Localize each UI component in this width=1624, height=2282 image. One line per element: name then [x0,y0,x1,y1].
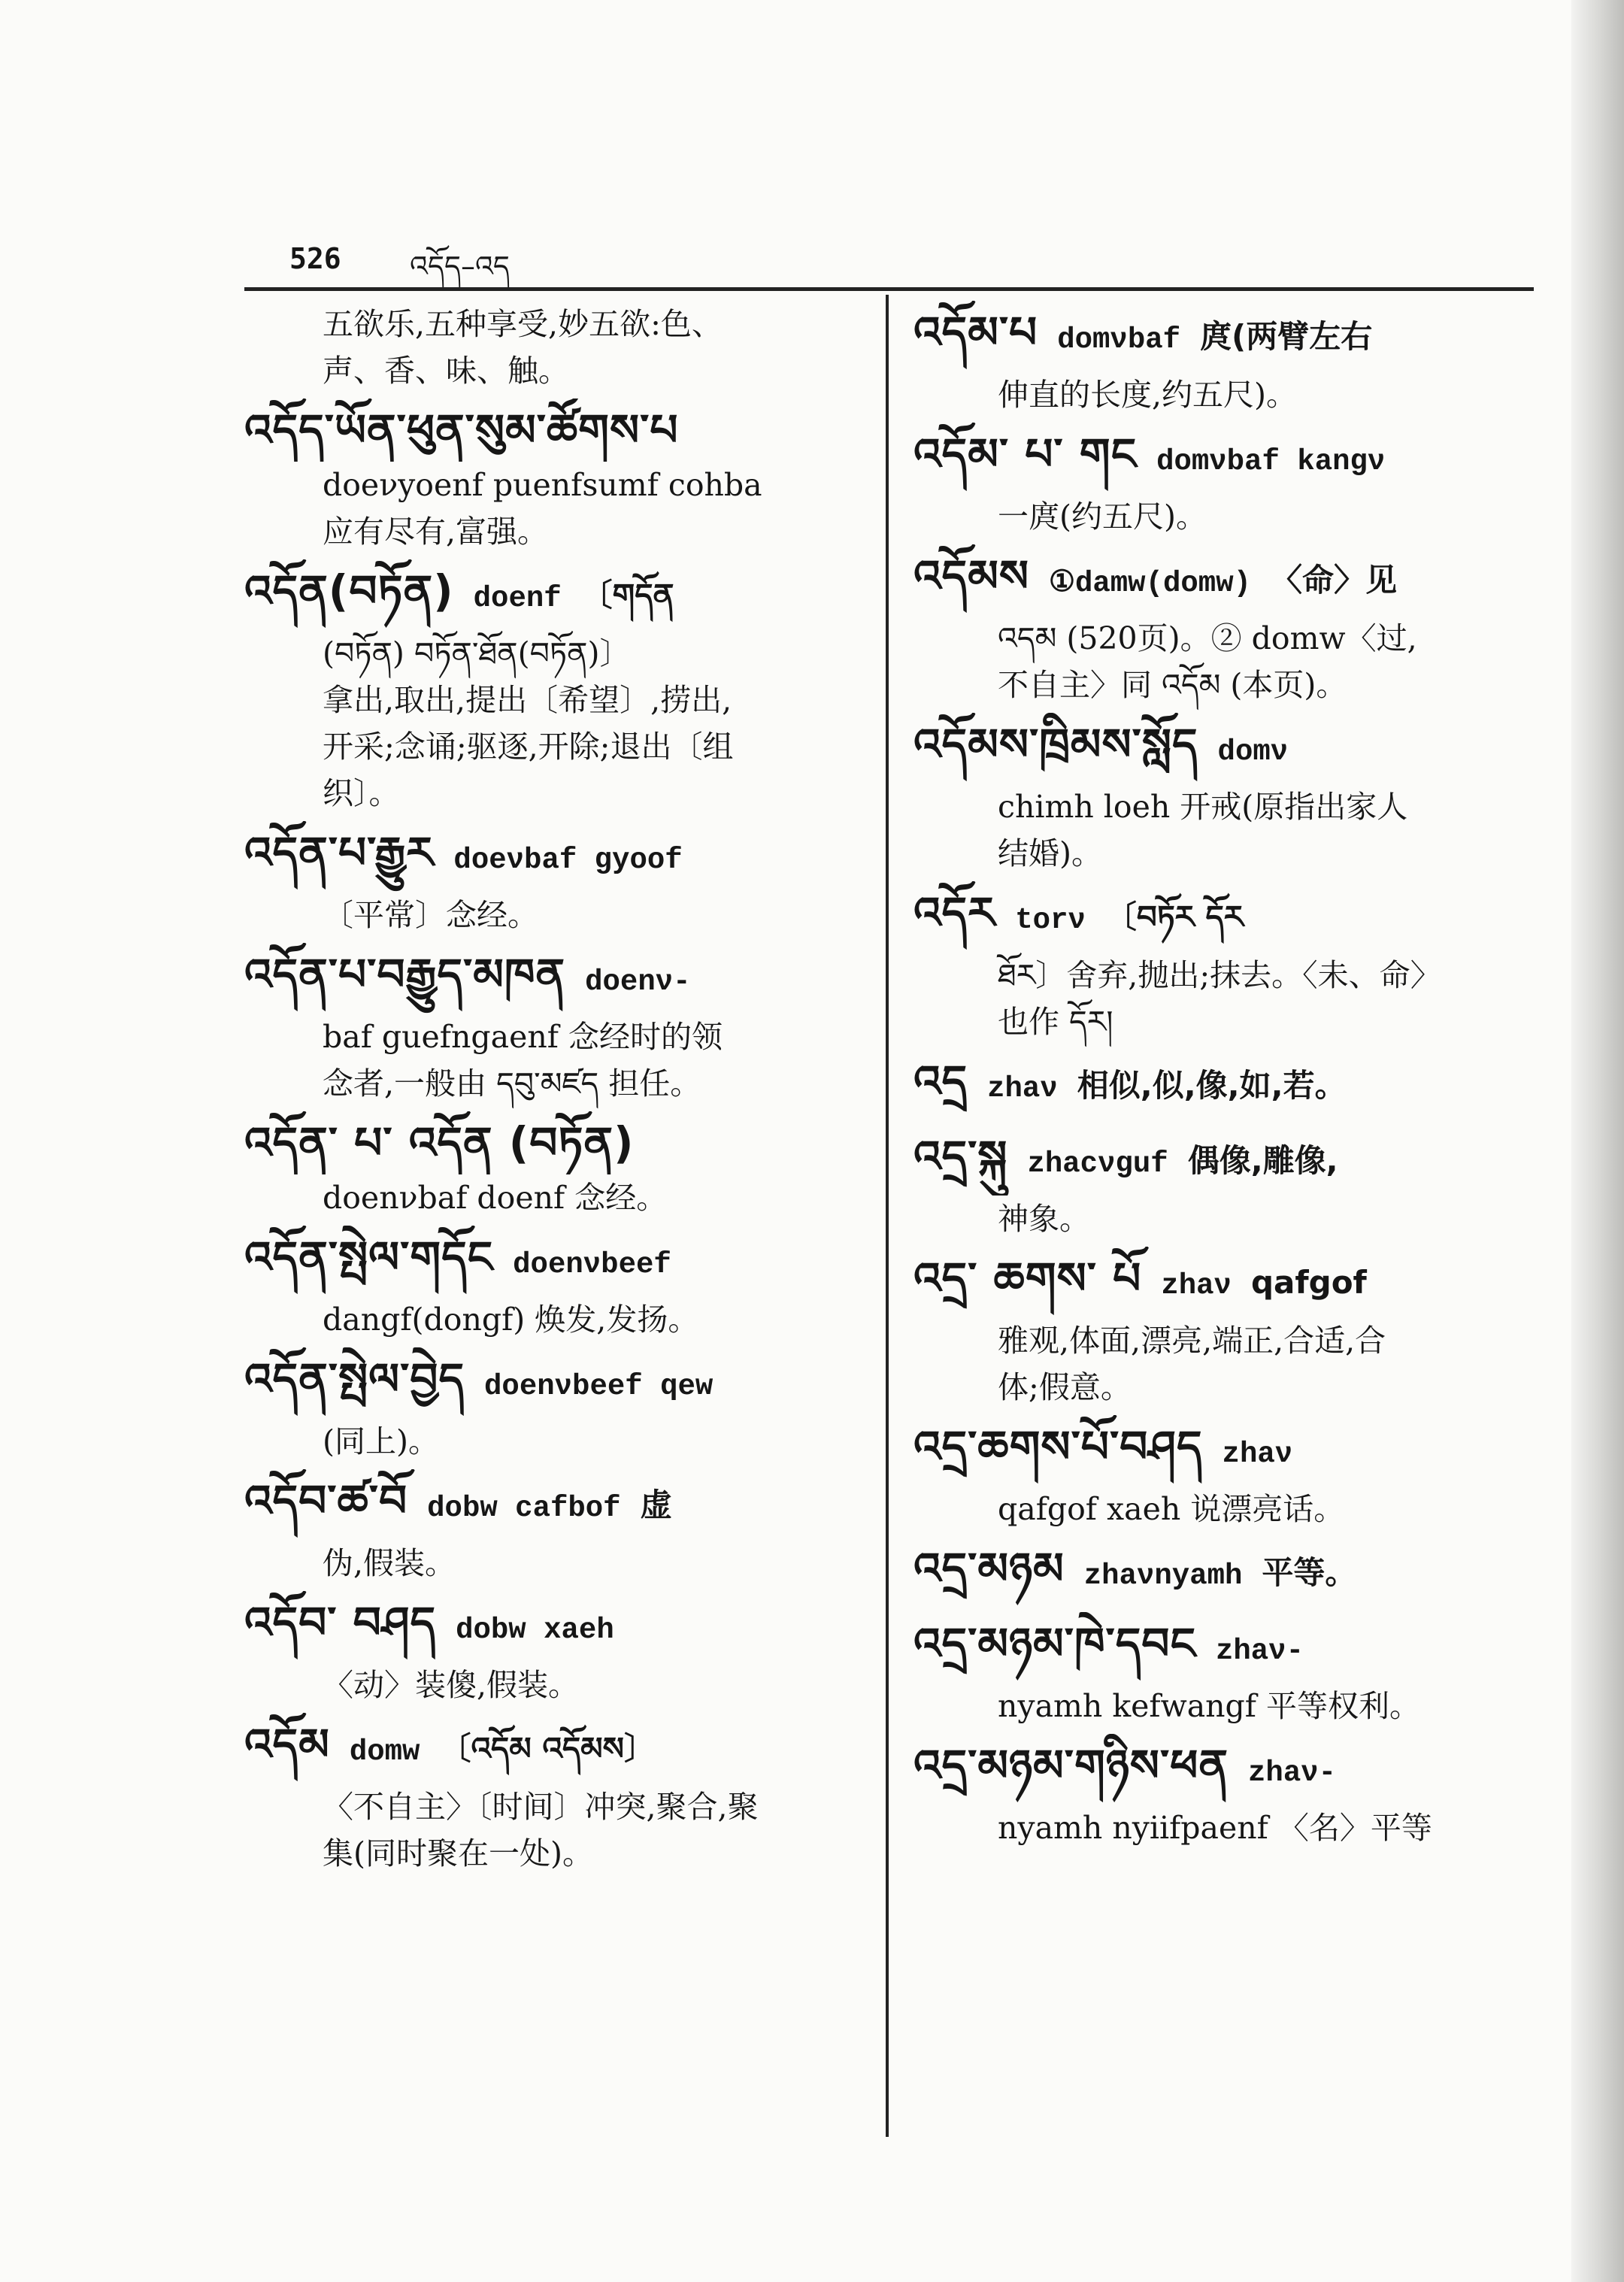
entry-definition: baf guefngaenf 念经时的领 念者,一般由 དབུ་མཛད 担任。 [323,1019,723,1102]
entry-romanization: dobw xaeh [456,1614,614,1647]
entry-definition: ཐོར〕舍弃,抛出;抹去。〈未、命〉 也作 དོར། [998,957,1441,1040]
entry-inline-note: 相似,似,像,如,若。 [1077,1067,1347,1104]
dictionary-entry [914,1537,1545,1608]
page-number: 526 [289,242,341,275]
entry-romanization: zhaν [1161,1269,1232,1302]
entry-headword: འདོན་སྤེལ་གདོང [244,1232,494,1283]
entry-headline [244,943,868,1014]
entry-headline [914,1537,1545,1608]
entry-headline [244,1226,868,1296]
entry-headword: འདྲ་ཆགས་པོ་བཤད [914,1421,1203,1472]
entry-headline [914,881,1545,952]
column-divider [886,295,889,2137]
entry-headline [914,1247,1545,1317]
entry-headword: འདྲ [914,1056,968,1107]
entry-headline [244,1469,868,1540]
entry-headword: འདོན་ པ་ འདོན (བཏོན) [244,1117,635,1168]
entry-headword: འདོམས [914,550,1029,602]
header-rule [244,287,1534,291]
entry-inline-note: 庹(两臂左右 [1200,318,1373,355]
entry-definition: 〈不自主〉〔时间〕冲突,聚合,聚 集(同时聚在一处)。 [323,1789,759,1871]
entry-headword: འདྲ་ ཆགས་ པོ [914,1253,1142,1304]
entry-definition: (བཏོན) བཏོན་ཐོན(བཏོན)〕 拿出,取出,提出〔希望〕,捞出, 开采;念诵;驱逐,开除;退出〔组 织〕。 [323,635,734,811]
entry-romanization: doenνbeef [513,1248,671,1281]
entry-definition: (同上)。 [323,1423,439,1459]
entry-headline [244,559,868,630]
entry-definition: 雅观,体面,漂亮,端正,合适,合 体;假意。 [998,1323,1386,1405]
header-range: འདོད–འད [410,250,510,283]
entry-headword: འདོན་པ་རྒྱུར [244,827,435,878]
entry-inline-note: 〈命〉见 [1271,562,1398,599]
entry-inline-note: qafgof [1250,1264,1367,1301]
entry-inline-note: 偶像,雕像, [1187,1142,1338,1179]
entry-definition: nyamh kefwangf 平等权利。 [998,1688,1421,1724]
entry-headword: འདོན་སྤེལ་བྱེད [244,1353,465,1405]
entry-headword: འདོམ་ པ་ གང [914,429,1138,480]
dictionary-entry [244,559,868,817]
entry-headword: འདོད་ཡོན་ཕུན་སུམ་ཚོགས་པ [244,405,679,456]
dictionary-entry [914,1050,1545,1120]
entry-headline [244,399,868,462]
entry-romanization: zhaν [1222,1438,1293,1471]
entry-headline [914,1050,1545,1120]
entry-definition: 伪,假装。 [323,1545,456,1581]
entry-headline [914,1415,1545,1486]
entry-definition: chimh loeh 开戒(原指出家人 结婚)。 [998,789,1408,871]
entry-romanization: domν [1217,735,1289,768]
entry-headword: འདོབ་ བཤད [244,1597,437,1648]
entry-headword: འདོམས་ཁྲིམས་སློད [914,719,1198,770]
entry-romanization: doenf [473,582,562,615]
entry-definition: 〈动〉装傻,假装。 [323,1667,580,1703]
entry-romanization: dobw cafbof [427,1492,621,1525]
entry-definition: doeνyoenf puenfsumf cohba 应有尽有,富强。 [323,467,762,550]
dictionary-entry [914,544,1545,708]
dictionary-entry [914,1734,1545,1851]
entry-definition: 伸直的长度,约五尺)。 [998,377,1298,413]
entry-romanization: doenνbeef qew [484,1370,714,1403]
entry-headword: འདྲ་མཉམ་ཁེ་དབང [914,1618,1196,1669]
entry-inline-note: 〔གདོན [580,577,674,614]
entry-headword: འདོན་པ་བརྒྱུད་མཁན [244,949,566,1000]
entry-definition: 五欲乐,五种享受,妙五欲:色、 声、香、味、触。 [323,306,723,389]
entry-romanization: domw [349,1735,420,1768]
entry-definition: nyamh nyiifpaenf 〈名〉平等 [998,1810,1432,1846]
entry-romanization: doenν- [585,965,691,999]
entry-inline-note: 〔བཏོར དོར [1104,899,1244,935]
page-header [289,226,1538,308]
dictionary-entry [244,301,868,394]
dictionary-entry [244,1226,868,1343]
dictionary-entry [244,821,868,938]
entry-romanization: domνbaf [1057,323,1181,356]
entry-romanization: doeνbaf gyoof [453,844,683,877]
entry-definition: 神象。 [998,1201,1090,1237]
dictionary-entry [244,1469,868,1586]
entry-headword: འདོན(བཏོན) [244,565,454,617]
dictionary-entry [914,301,1545,418]
entry-inline-note: 〔འདོམ འདོམས〕 [439,1730,656,1767]
dictionary-entry [914,1612,1545,1729]
entry-headline [244,821,868,892]
entry-definition: 一庹(约五尺)。 [998,499,1207,535]
entry-headline [244,1713,868,1783]
entry-romanization: zhaν [987,1072,1058,1105]
entry-romanization: zhacνguf [1027,1147,1168,1180]
right-column [914,301,1545,1856]
entry-headline [244,1111,868,1174]
entry-headword: འདྲ་སྐུ [914,1131,1008,1182]
entry-headline [914,713,1545,783]
dictionary-entry [914,1415,1545,1532]
entry-headline [914,544,1545,615]
page-edge-shadow [1571,0,1624,2282]
entry-romanization: ①damw(domw) [1049,567,1252,600]
entry-romanization: torν [1015,904,1086,937]
entry-headword: འདོམ [244,1719,330,1770]
entry-headword: འདྲ་མཉམ་གཉིས་ཕན [914,1740,1229,1791]
entry-headline [244,1591,868,1662]
entry-romanization: domνbaf kangν [1156,445,1386,478]
dictionary-entry [244,1591,868,1708]
entry-headline [914,1734,1545,1805]
entry-definition: འདམ (520页)。② domw〈过, 不自主〉同 འདོམ (本页)。 [998,620,1417,703]
entry-definition: 〔平常〕念经。 [323,897,538,933]
dictionary-entry [244,1111,868,1221]
dictionary-entry [914,713,1545,877]
entry-definition: qafgof xaeh 说漂亮话。 [998,1491,1345,1527]
entry-definition: dangf(dongf) 焕发,发扬。 [323,1302,699,1338]
dictionary-entry [914,423,1545,540]
entry-romanization: zhaνnyamh [1083,1559,1243,1593]
entry-headline [914,1125,1545,1196]
entry-headword: འདོམ་པ [914,307,1038,358]
dictionary-entry [244,1713,868,1877]
entry-inline-note: 虚 [640,1486,672,1523]
entry-headword: འདོར [914,887,996,938]
entry-inline-note: 平等。 [1262,1554,1357,1591]
dictionary-entry [244,943,868,1107]
dictionary-entry [244,1347,868,1465]
entry-headline [914,1612,1545,1683]
dictionary-entry [914,1247,1545,1411]
entry-headline [914,423,1545,493]
entry-definition: doenνbaf doenf 念经。 [323,1180,668,1216]
dictionary-entry [244,399,868,555]
dictionary-entry [914,881,1545,1045]
entry-headword: འདྲ་མཉམ [914,1543,1065,1594]
entry-headline [914,301,1545,371]
left-column [244,301,868,1881]
entry-headline [244,1347,868,1418]
entry-romanization: zhaν- [1248,1756,1337,1790]
entry-romanization: zhaν- [1215,1635,1304,1668]
entry-headword: འདོབ་ཚ་བོ [244,1475,408,1526]
dictionary-entry [914,1125,1545,1242]
